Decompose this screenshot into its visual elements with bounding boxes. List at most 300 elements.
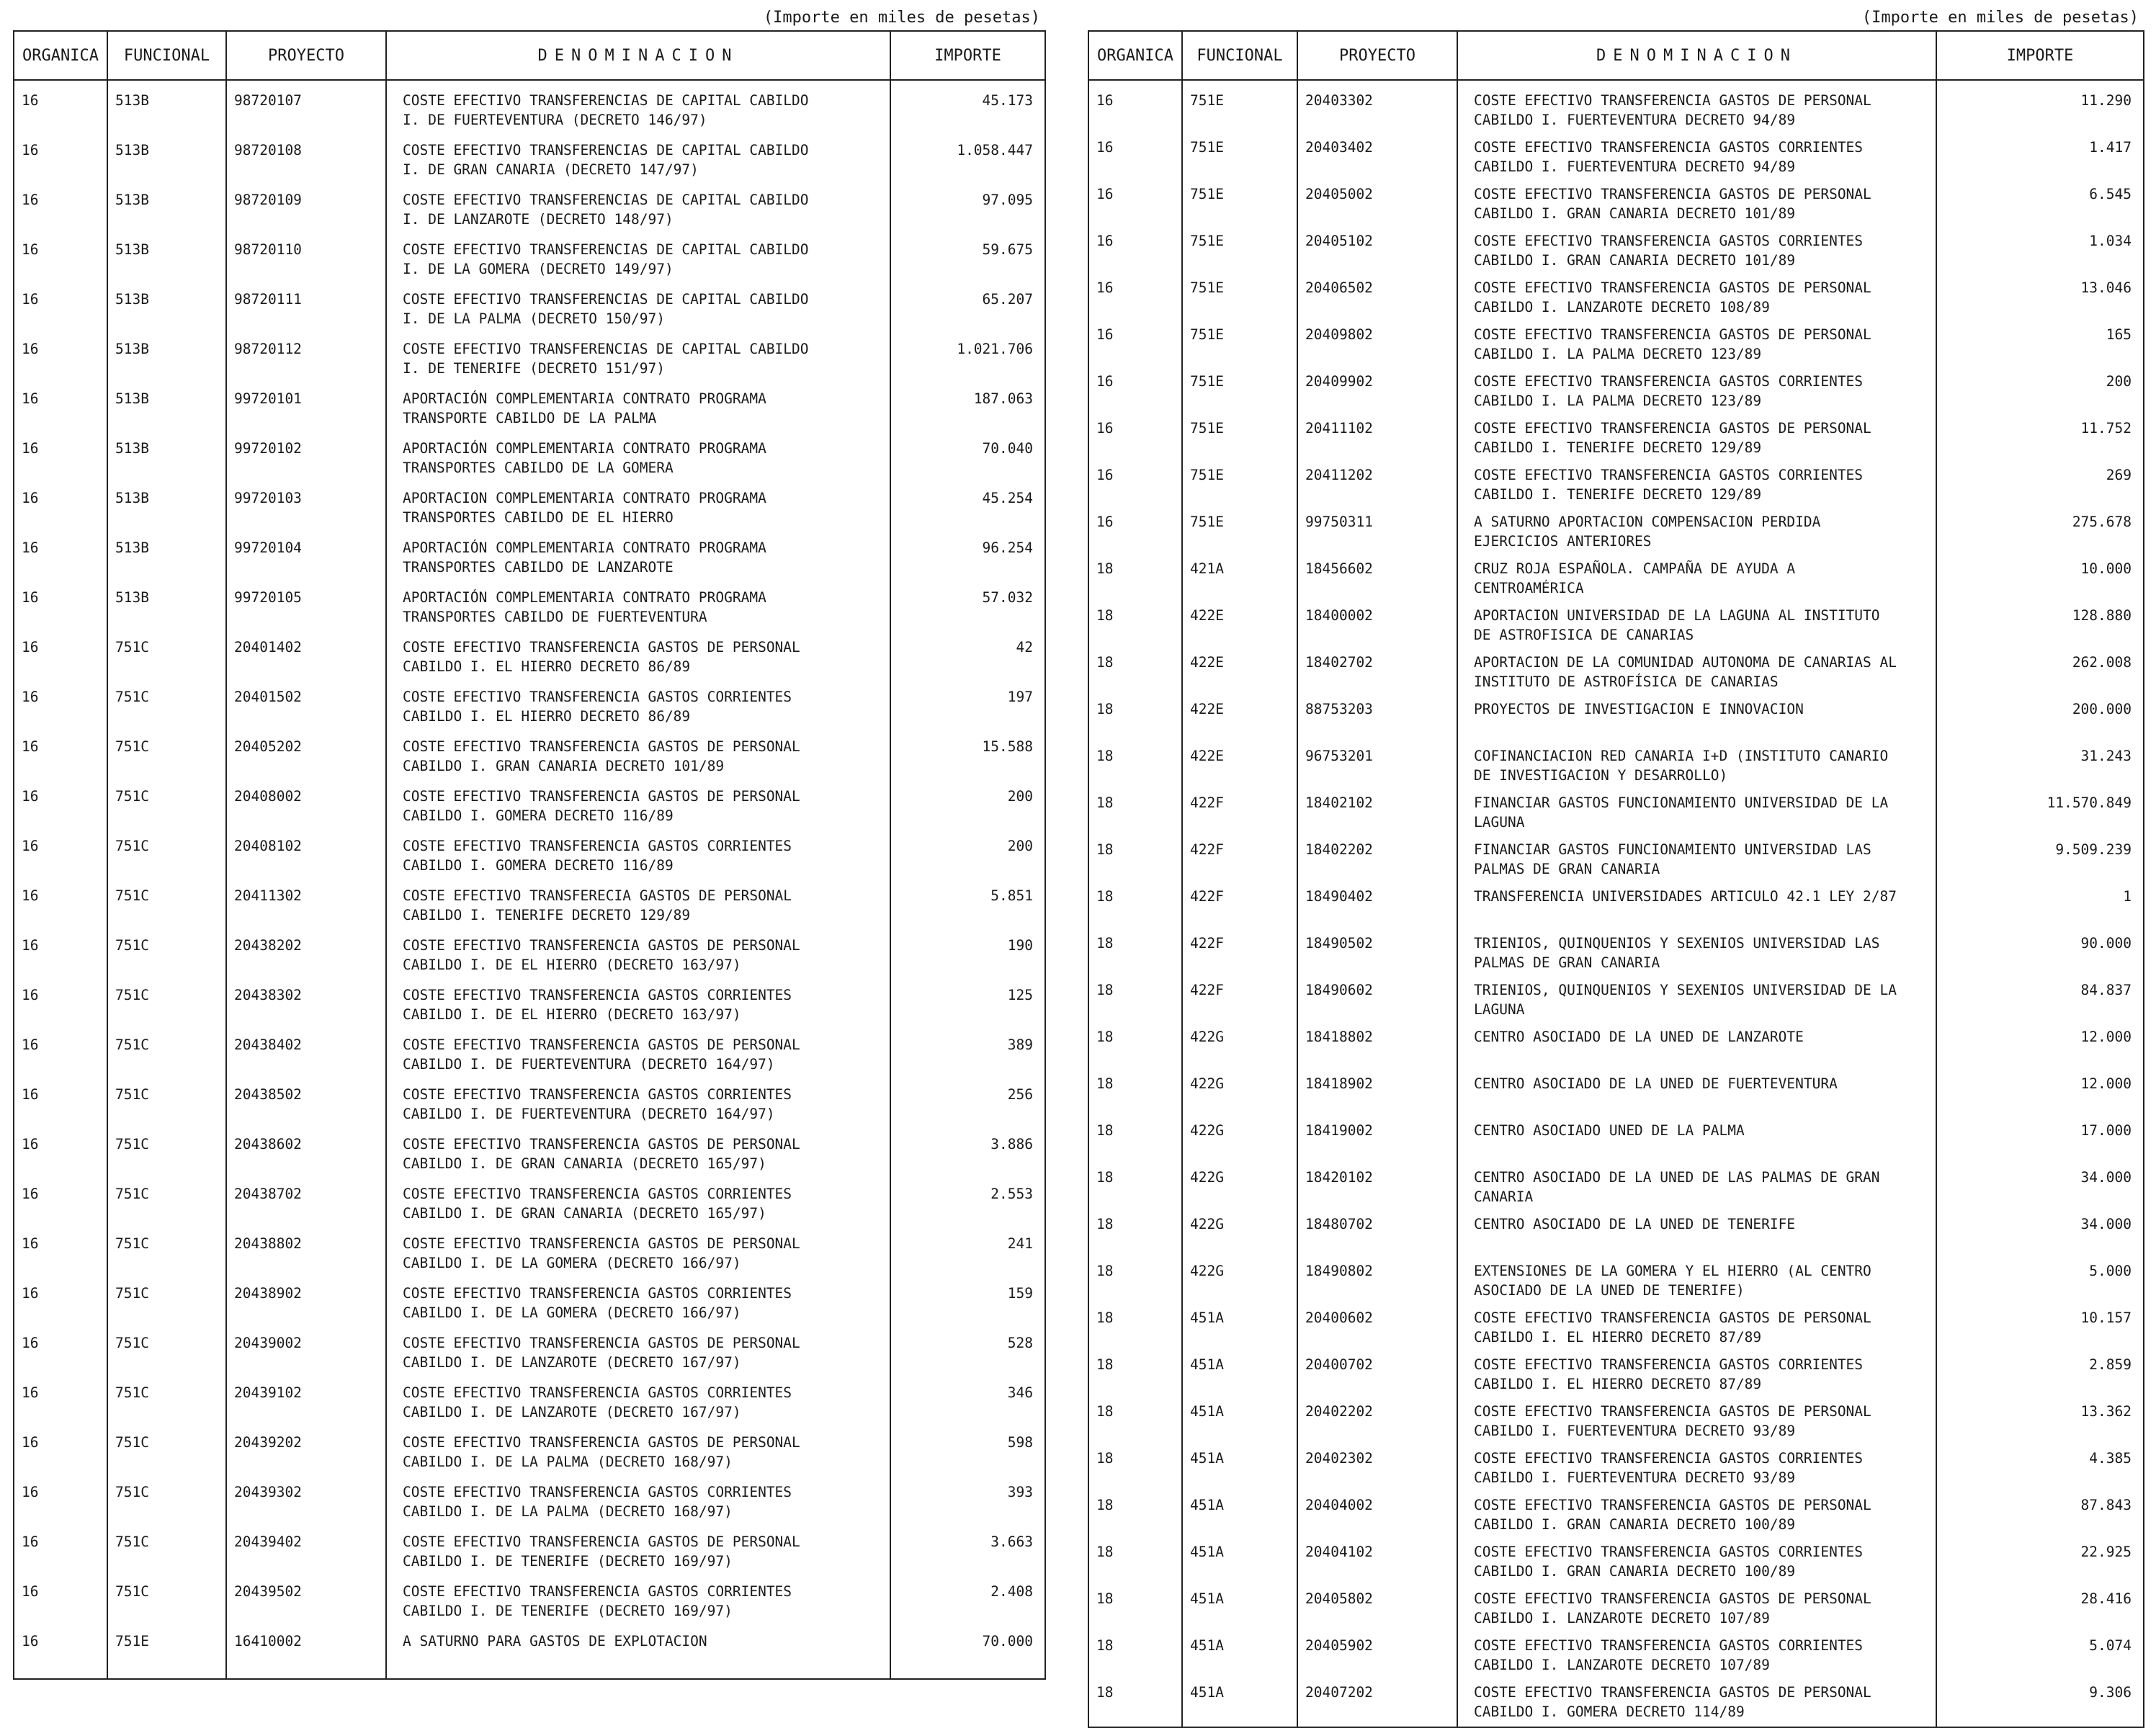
denominacion-line-2: CABILDO I. GOMERA DECRETO 116/89 xyxy=(403,807,674,824)
importe-cell: 5.074 xyxy=(1936,1633,2144,1680)
denominacion-cell xyxy=(386,933,890,982)
importe-cell: 4.385 xyxy=(1936,1446,2144,1492)
denominacion-line-1: FINANCIAR GASTOS FUNCIONAMIENTO UNIVERSIDAD DE LA xyxy=(1474,794,1889,811)
importe-cell: 1.058.447 xyxy=(890,138,1045,187)
importe-cell: 87.843 xyxy=(1936,1492,2144,1539)
funcional-cell: 751E xyxy=(1182,182,1297,228)
importe-cell: 96.254 xyxy=(890,535,1045,585)
funcional-cell: 751C xyxy=(107,635,226,684)
organica-cell: 16 xyxy=(14,80,107,138)
importe-cell: 10.157 xyxy=(1936,1305,2144,1352)
table-row xyxy=(14,1082,1045,1132)
organica-cell: 18 xyxy=(1088,556,1182,603)
table-row xyxy=(14,1181,1045,1231)
amount-units-caption: (Importe en miles de pesetas) xyxy=(763,9,1040,27)
header-row xyxy=(1088,31,2144,80)
denominacion-cell xyxy=(1457,1680,1936,1727)
organica-cell: 16 xyxy=(14,833,107,883)
organica-cell: 18 xyxy=(1088,1212,1182,1258)
importe-cell: 2.859 xyxy=(1936,1352,2144,1399)
denominacion-cell xyxy=(1457,1165,1936,1212)
importe-cell: 200.000 xyxy=(1936,697,2144,743)
proyecto-cell: 18419002 xyxy=(1297,1118,1457,1165)
importe-cell: 70.040 xyxy=(890,436,1045,485)
organica-cell: 18 xyxy=(1088,1633,1182,1680)
denominacion-line-2: CABILDO I. EL HIERRO DECRETO 86/89 xyxy=(403,708,691,725)
organica-cell: 18 xyxy=(1088,1680,1182,1727)
importe-cell: 57.032 xyxy=(890,585,1045,635)
funcional-cell: 751E xyxy=(1182,80,1297,135)
organica-cell: 16 xyxy=(14,1529,107,1579)
denominacion-cell xyxy=(386,635,890,684)
table-row xyxy=(14,784,1045,833)
denominacion-line-1: COSTE EFECTIVO TRANSFERENCIAS DE CAPITAL CABILDO xyxy=(403,341,809,357)
importe-cell: 15.588 xyxy=(890,734,1045,784)
table-row xyxy=(1088,697,2144,743)
denominacion-cell xyxy=(1457,135,1936,182)
organica-cell: 16 xyxy=(14,336,107,386)
denominacion-line-1: COSTE EFECTIVO TRANSFERENCIA GASTOS CORRIENTES xyxy=(403,987,792,1003)
denominacion-line-2: CANARIA xyxy=(1474,1188,1534,1205)
denominacion-line-2: CABILDO I. DE LA PALMA (DECRETO 168/97) xyxy=(403,1454,733,1470)
funcional-cell: 751E xyxy=(1182,416,1297,462)
funcional-cell: 751C xyxy=(107,833,226,883)
denominacion-line-1: COSTE EFECTIVO TRANSFERENCIA GASTOS DE PERSONAL xyxy=(1474,326,1871,343)
denominacion-line-2: CABILDO I. DE FUERTEVENTURA (DECRETO 164/97) xyxy=(403,1106,775,1122)
funcional-cell: 422E xyxy=(1182,603,1297,650)
denominacion-cell xyxy=(386,1380,890,1430)
denominacion-line-2: DE INVESTIGACION Y DESARROLLO) xyxy=(1474,767,1728,784)
denominacion-cell xyxy=(1457,1024,1936,1071)
denominacion-line-1: COSTE EFECTIVO TRANSFERENCIA GASTOS CORRIENTES xyxy=(403,1384,792,1401)
table-row xyxy=(1088,1165,2144,1212)
denominacion-line-2: CABILDO I. DE TENERIFE (DECRETO 169/97) xyxy=(403,1603,733,1619)
denominacion-line-2: CABILDO I. DE TENERIFE (DECRETO 169/97) xyxy=(403,1553,733,1570)
organica-cell: 16 xyxy=(14,784,107,833)
organica-cell: 16 xyxy=(14,1430,107,1479)
denominacion-line-1: COSTE EFECTIVO TRANSFERENCIA GASTOS CORRIENTES xyxy=(403,1086,792,1103)
denominacion-cell xyxy=(1457,837,1936,884)
funcional-cell: 751C xyxy=(107,1380,226,1430)
proyecto-cell: 88753203 xyxy=(1297,697,1457,743)
denominacion-line-2: ASOCIADO DE LA UNED DE TENERIFE) xyxy=(1474,1282,1745,1299)
importe-cell: 528 xyxy=(890,1330,1045,1380)
denominacion-line-1: APORTACIÓN COMPLEMENTARIA CONTRATO PROGRAMA xyxy=(403,390,766,407)
funcional-cell: 422E xyxy=(1182,743,1297,790)
table-row xyxy=(14,1281,1045,1330)
col-denominacion-header: DENOMINACION xyxy=(386,31,890,80)
funcional-cell: 451A xyxy=(1182,1305,1297,1352)
organica-cell: 18 xyxy=(1088,1539,1182,1586)
organica-cell: 16 xyxy=(1088,135,1182,182)
funcional-cell: 751C xyxy=(107,982,226,1032)
importe-cell: 1.021.706 xyxy=(890,336,1045,386)
denominacion-cell xyxy=(386,336,890,386)
denominacion-line-1: CENTRO ASOCIADO DE LA UNED DE LANZAROTE xyxy=(1474,1029,1804,1045)
proyecto-cell: 99720105 xyxy=(226,585,386,635)
funcional-cell: 751E xyxy=(1182,228,1297,275)
proyecto-cell: 99720101 xyxy=(226,386,386,436)
proyecto-cell: 98720107 xyxy=(226,80,386,138)
table-row xyxy=(14,1132,1045,1181)
table-row xyxy=(14,1479,1045,1529)
proyecto-cell: 20403302 xyxy=(1297,80,1457,135)
funcional-cell: 422F xyxy=(1182,884,1297,931)
denominacion-line-1: APORTACIÓN COMPLEMENTARIA CONTRATO PROGRAMA xyxy=(403,589,766,606)
denominacion-cell xyxy=(1457,369,1936,416)
importe-cell: 42 xyxy=(890,635,1045,684)
denominacion-line-2: LAGUNA xyxy=(1474,1001,1525,1018)
funcional-cell: 513B xyxy=(107,187,226,237)
organica-cell: 16 xyxy=(14,1231,107,1281)
denominacion-line-2: I. DE LA PALMA (DECRETO 150/97) xyxy=(403,310,665,327)
proyecto-cell: 20401402 xyxy=(226,635,386,684)
denominacion-line-2: CABILDO I. LANZAROTE DECRETO 107/89 xyxy=(1474,1610,1770,1626)
denominacion-cell xyxy=(1457,1071,1936,1118)
funcional-cell: 751E xyxy=(1182,509,1297,556)
table-row xyxy=(1088,603,2144,650)
denominacion-cell xyxy=(1457,1633,1936,1680)
denominacion-line-1: A SATURNO APORTACION COMPENSACION PERDIDA xyxy=(1474,514,1821,530)
col-funcional-header: FUNCIONAL xyxy=(107,31,226,80)
organica-cell: 16 xyxy=(14,237,107,287)
denominacion-line-2: CABILDO I. LANZAROTE DECRETO 108/89 xyxy=(1474,299,1770,315)
organica-cell: 16 xyxy=(14,436,107,485)
importe-cell: 12.000 xyxy=(1936,1024,2144,1071)
proyecto-cell: 20438802 xyxy=(226,1231,386,1281)
col-funcional-header: FUNCIONAL xyxy=(1182,31,1297,80)
table-row xyxy=(1088,931,2144,977)
denominacion-cell xyxy=(1457,1492,1936,1539)
table-row xyxy=(14,187,1045,237)
table-row xyxy=(14,1330,1045,1380)
importe-cell: 10.000 xyxy=(1936,556,2144,603)
denominacion-line-2: TRANSPORTES CABILDO DE LA GOMERA xyxy=(403,460,674,476)
organica-cell: 18 xyxy=(1088,837,1182,884)
denominacion-line-2: CABILDO I. GRAN CANARIA DECRETO 101/89 xyxy=(1474,205,1796,222)
denominacion-cell xyxy=(386,535,890,585)
denominacion-line-2: PALMAS DE GRAN CANARIA xyxy=(1474,954,1660,971)
funcional-cell: 451A xyxy=(1182,1539,1297,1586)
denominacion-line-1: PROYECTOS DE INVESTIGACION E INNOVACION xyxy=(1474,701,1804,717)
denominacion-line-1: COSTE EFECTIVO TRANSFERENCIA GASTOS DE PERSONAL xyxy=(403,639,800,655)
proyecto-cell: 20438902 xyxy=(226,1281,386,1330)
denominacion-cell xyxy=(386,237,890,287)
proyecto-cell: 20438602 xyxy=(226,1132,386,1181)
proyecto-cell: 20400702 xyxy=(1297,1352,1457,1399)
importe-cell: 84.837 xyxy=(1936,977,2144,1024)
table-row xyxy=(1088,416,2144,462)
denominacion-cell xyxy=(1457,80,1936,135)
col-importe-header: IMPORTE xyxy=(1936,31,2144,80)
importe-cell: 9.509.239 xyxy=(1936,837,2144,884)
table-row xyxy=(1088,1446,2144,1492)
budget-table-right xyxy=(1088,30,2144,1728)
proyecto-cell: 18456602 xyxy=(1297,556,1457,603)
col-importe-header: IMPORTE xyxy=(890,31,1045,80)
funcional-cell: 451A xyxy=(1182,1446,1297,1492)
proyecto-cell: 98720111 xyxy=(226,287,386,336)
denominacion-line-1: TRIENIOS, QUINQUENIOS Y SEXENIOS UNIVERSIDAD LAS xyxy=(1474,935,1880,952)
funcional-cell: 751C xyxy=(107,1430,226,1479)
importe-cell: 65.207 xyxy=(890,287,1045,336)
denominacion-line-1: COSTE EFECTIVO TRANSFERECIA GASTOS DE PERSONAL xyxy=(403,887,792,904)
denominacion-line-1: COSTE EFECTIVO TRANSFERENCIA GASTOS DE PERSONAL xyxy=(403,738,800,755)
proyecto-cell: 99750311 xyxy=(1297,509,1457,556)
organica-cell: 16 xyxy=(1088,228,1182,275)
denominacion-cell xyxy=(1457,1586,1936,1633)
funcional-cell: 513B xyxy=(107,386,226,436)
organica-cell: 16 xyxy=(14,734,107,784)
funcional-cell: 751C xyxy=(107,1231,226,1281)
funcional-cell: 513B xyxy=(107,138,226,187)
table-row xyxy=(14,1380,1045,1430)
denominacion-line-2: CABILDO I. EL HIERRO DECRETO 87/89 xyxy=(1474,1329,1762,1346)
denominacion-line-1: COSTE EFECTIVO TRANSFERENCIA GASTOS DE PERSONAL xyxy=(1474,1310,1871,1326)
denominacion-line-1: COSTE EFECTIVO TRANSFERENCIA GASTOS CORRIENTES xyxy=(1474,139,1864,156)
proyecto-cell: 18490802 xyxy=(1297,1258,1457,1305)
importe-cell: 13.362 xyxy=(1936,1399,2144,1446)
denominacion-line-2: TRANSPORTES CABILDO DE LANZAROTE xyxy=(403,559,674,576)
denominacion-line-2: TRANSPORTES CABILDO DE EL HIERRO xyxy=(403,509,674,526)
proyecto-cell: 20439102 xyxy=(226,1380,386,1430)
importe-cell: 3.886 xyxy=(890,1132,1045,1181)
denominacion-line-2: LAGUNA xyxy=(1474,814,1525,831)
denominacion-line-1: APORTACIÓN COMPLEMENTARIA CONTRATO PROGRAMA xyxy=(403,540,766,556)
col-proyecto-header: PROYECTO xyxy=(1297,31,1457,80)
funcional-cell: 422F xyxy=(1182,931,1297,977)
denominacion-line-1: COSTE EFECTIVO TRANSFERENCIAS DE CAPITAL CABILDO xyxy=(403,92,809,109)
importe-cell: 187.063 xyxy=(890,386,1045,436)
denominacion-cell xyxy=(386,1181,890,1231)
table-row xyxy=(14,237,1045,287)
table-body-left xyxy=(14,80,1045,1679)
table-row xyxy=(14,336,1045,386)
organica-cell: 18 xyxy=(1088,650,1182,697)
organica-cell: 16 xyxy=(14,1479,107,1529)
left-budget-panel xyxy=(13,6,1045,1680)
funcional-cell: 451A xyxy=(1182,1492,1297,1539)
denominacion-line-1: CRUZ ROJA ESPAÑOLA. CAMPAÑA DE AYUDA A xyxy=(1474,560,1796,577)
denominacion-line-1: CENTRO ASOCIADO DE LA UNED DE FUERTEVENTURA xyxy=(1474,1075,1838,1092)
funcional-cell: 751E xyxy=(1182,462,1297,509)
denominacion-line-1: COSTE EFECTIVO TRANSFERENCIA GASTOS CORRIENTES xyxy=(1474,467,1864,483)
denominacion-line-2: CABILDO I. DE LA GOMERA (DECRETO 166/97) xyxy=(403,1304,741,1321)
denominacion-line-1: FINANCIAR GASTOS FUNCIONAMIENTO UNIVERSIDAD LAS xyxy=(1474,841,1871,858)
importe-cell: 3.663 xyxy=(890,1529,1045,1579)
denominacion-cell xyxy=(386,784,890,833)
proyecto-cell: 20402202 xyxy=(1297,1399,1457,1446)
table-row xyxy=(1088,369,2144,416)
denominacion-line-2: CABILDO I. DE FUERTEVENTURA (DECRETO 164/97) xyxy=(403,1056,775,1073)
proyecto-cell: 20403402 xyxy=(1297,135,1457,182)
denominacion-cell xyxy=(1457,1539,1936,1586)
funcional-cell: 422G xyxy=(1182,1024,1297,1071)
denominacion-line-1: COSTE EFECTIVO TRANSFERENCIA GASTOS DE PERSONAL xyxy=(1474,1590,1871,1607)
organica-cell: 18 xyxy=(1088,1586,1182,1633)
funcional-cell: 751C xyxy=(107,1181,226,1231)
denominacion-line-2: INSTITUTO DE ASTROFÍSICA DE CANARIAS xyxy=(1474,673,1779,690)
table-row xyxy=(1088,1118,2144,1165)
proyecto-cell: 20408002 xyxy=(226,784,386,833)
denominacion-cell xyxy=(1457,603,1936,650)
importe-cell: 197 xyxy=(890,684,1045,734)
proyecto-cell: 20404002 xyxy=(1297,1492,1457,1539)
organica-cell: 16 xyxy=(14,1281,107,1330)
table-row xyxy=(1088,1024,2144,1071)
funcional-cell: 422G xyxy=(1182,1165,1297,1212)
funcional-cell: 422G xyxy=(1182,1071,1297,1118)
proyecto-cell: 20405802 xyxy=(1297,1586,1457,1633)
proyecto-cell: 18420102 xyxy=(1297,1165,1457,1212)
table-body-right xyxy=(1088,80,2144,1727)
funcional-cell: 422G xyxy=(1182,1258,1297,1305)
table-row xyxy=(14,833,1045,883)
organica-cell: 18 xyxy=(1088,790,1182,837)
importe-cell: 159 xyxy=(890,1281,1045,1330)
denominacion-line-2: I. DE TENERIFE (DECRETO 151/97) xyxy=(403,360,665,377)
denominacion-line-2: EJERCICIOS ANTERIORES xyxy=(1474,533,1652,550)
denominacion-line-1: COSTE EFECTIVO TRANSFERENCIA GASTOS DE PERSONAL xyxy=(1474,186,1871,202)
denominacion-line-2: CABILDO I. GRAN CANARIA DECRETO 101/89 xyxy=(1474,252,1796,269)
importe-cell: 1.034 xyxy=(1936,228,2144,275)
funcional-cell: 751C xyxy=(107,1330,226,1380)
denominacion-line-1: EXTENSIONES DE LA GOMERA Y EL HIERRO (AL CENTRO xyxy=(1474,1263,1871,1279)
denominacion-line-2: DE ASTROFISICA DE CANARIAS xyxy=(1474,627,1694,643)
denominacion-cell xyxy=(386,287,890,336)
table-row xyxy=(14,386,1045,436)
denominacion-line-1: COSTE EFECTIVO TRANSFERENCIA GASTOS DE PERSONAL xyxy=(1474,1684,1871,1701)
organica-cell: 16 xyxy=(14,386,107,436)
denominacion-line-2: I. DE FUERTEVENTURA (DECRETO 146/97) xyxy=(403,112,707,128)
proyecto-cell: 20439002 xyxy=(226,1330,386,1380)
denominacion-line-1: CENTRO ASOCIADO UNED DE LA PALMA xyxy=(1474,1122,1745,1139)
denominacion-cell xyxy=(1457,1305,1936,1352)
organica-cell: 16 xyxy=(1088,275,1182,322)
denominacion-cell xyxy=(386,883,890,933)
funcional-cell: 751C xyxy=(107,1479,226,1529)
proyecto-cell: 20411202 xyxy=(1297,462,1457,509)
denominacion-line-1: COSTE EFECTIVO TRANSFERENCIA GASTOS CORRIENTES xyxy=(403,1186,792,1202)
importe-cell: 200 xyxy=(890,784,1045,833)
importe-cell: 393 xyxy=(890,1479,1045,1529)
table-row xyxy=(1088,1633,2144,1680)
organica-cell: 18 xyxy=(1088,931,1182,977)
organica-cell: 16 xyxy=(1088,462,1182,509)
denominacion-line-2: CABILDO I. GRAN CANARIA DECRETO 100/89 xyxy=(1474,1516,1796,1533)
proyecto-cell: 96753201 xyxy=(1297,743,1457,790)
funcional-cell: 451A xyxy=(1182,1633,1297,1680)
table-row xyxy=(1088,650,2144,697)
funcional-cell: 513B xyxy=(107,287,226,336)
funcional-cell: 751C xyxy=(107,734,226,784)
denominacion-line-2: CABILDO I. DE GRAN CANARIA (DECRETO 165/97) xyxy=(403,1155,766,1172)
header-row xyxy=(14,31,1045,80)
proyecto-cell: 98720112 xyxy=(226,336,386,386)
table-row xyxy=(14,535,1045,585)
denominacion-line-1: CENTRO ASOCIADO DE LA UNED DE LAS PALMAS DE GRAN xyxy=(1474,1169,1880,1186)
col-organica-header: ORGANICA xyxy=(14,31,107,80)
proyecto-cell: 20401502 xyxy=(226,684,386,734)
proyecto-cell: 20409802 xyxy=(1297,322,1457,369)
funcional-cell: 451A xyxy=(1182,1680,1297,1727)
importe-cell: 256 xyxy=(890,1082,1045,1132)
denominacion-cell xyxy=(1457,275,1936,322)
denominacion-line-2: CABILDO I. TENERIFE DECRETO 129/89 xyxy=(403,907,691,923)
denominacion-line-1: TRANSFERENCIA UNIVERSIDADES ARTICULO 42.1 LEY 2/87 xyxy=(1474,888,1897,905)
denominacion-line-1: APORTACION COMPLEMENTARIA CONTRATO PROGRAMA xyxy=(403,490,766,506)
table-row xyxy=(1088,790,2144,837)
proyecto-cell: 18480702 xyxy=(1297,1212,1457,1258)
denominacion-line-1: A SATURNO PARA GASTOS DE EXPLOTACION xyxy=(403,1633,707,1649)
importe-cell: 31.243 xyxy=(1936,743,2144,790)
importe-cell: 598 xyxy=(890,1430,1045,1479)
importe-cell: 125 xyxy=(890,982,1045,1032)
denominacion-line-2: CABILDO I. GRAN CANARIA DECRETO 100/89 xyxy=(1474,1563,1796,1580)
denominacion-cell xyxy=(386,982,890,1032)
denominacion-cell xyxy=(1457,697,1936,743)
organica-cell: 18 xyxy=(1088,1305,1182,1352)
funcional-cell: 751E xyxy=(1182,322,1297,369)
proyecto-cell: 20439202 xyxy=(226,1430,386,1479)
denominacion-line-2: CABILDO I. EL HIERRO DECRETO 87/89 xyxy=(1474,1376,1762,1392)
denominacion-line-1: COSTE EFECTIVO TRANSFERENCIA GASTOS DE PERSONAL xyxy=(403,788,800,805)
importe-cell: 5.000 xyxy=(1936,1258,2144,1305)
table-row xyxy=(1088,1352,2144,1399)
table-row xyxy=(14,80,1045,138)
denominacion-cell xyxy=(386,1629,890,1679)
funcional-cell: 751E xyxy=(1182,275,1297,322)
table-row xyxy=(14,1430,1045,1479)
funcional-cell: 422G xyxy=(1182,1118,1297,1165)
proyecto-cell: 20406502 xyxy=(1297,275,1457,322)
table-row xyxy=(1088,1212,2144,1258)
denominacion-line-2: CABILDO I. FUERTEVENTURA DECRETO 94/89 xyxy=(1474,112,1796,128)
table-row xyxy=(14,1629,1045,1679)
organica-cell: 16 xyxy=(14,883,107,933)
table-row xyxy=(14,585,1045,635)
importe-cell: 128.880 xyxy=(1936,603,2144,650)
denominacion-line-1: COSTE EFECTIVO TRANSFERENCIA GASTOS DE PERSONAL xyxy=(1474,279,1871,296)
table-row xyxy=(1088,837,2144,884)
funcional-cell: 751C xyxy=(107,1529,226,1579)
table-row xyxy=(14,1231,1045,1281)
proyecto-cell: 20404102 xyxy=(1297,1539,1457,1586)
importe-cell: 389 xyxy=(890,1032,1045,1082)
table-row xyxy=(14,1032,1045,1082)
budget-table-left xyxy=(13,30,1046,1680)
denominacion-line-1: COSTE EFECTIVO TRANSFERENCIA GASTOS CORRIENTES xyxy=(403,1583,792,1600)
organica-cell: 16 xyxy=(14,187,107,237)
organica-cell: 16 xyxy=(14,1082,107,1132)
funcional-cell: 751C xyxy=(107,1082,226,1132)
importe-cell: 275.678 xyxy=(1936,509,2144,556)
organica-cell: 18 xyxy=(1088,1399,1182,1446)
funcional-cell: 513B xyxy=(107,436,226,485)
denominacion-line-2: CABILDO I. DE EL HIERRO (DECRETO 163/97) xyxy=(403,1006,741,1023)
denominacion-cell xyxy=(1457,228,1936,275)
importe-cell: 11.290 xyxy=(1936,80,2144,135)
denominacion-line-1: COSTE EFECTIVO TRANSFERENCIAS DE CAPITAL CABILDO xyxy=(403,192,809,208)
denominacion-line-1: COSTE EFECTIVO TRANSFERENCIA GASTOS DE PERSONAL xyxy=(403,937,800,954)
table-row xyxy=(1088,884,2144,931)
denominacion-line-1: COSTE EFECTIVO TRANSFERENCIA GASTOS CORRIENTES xyxy=(403,1285,792,1302)
table-row xyxy=(1088,182,2144,228)
denominacion-cell xyxy=(386,1529,890,1579)
proyecto-cell: 20438202 xyxy=(226,933,386,982)
organica-cell: 18 xyxy=(1088,743,1182,790)
proyecto-cell: 18418902 xyxy=(1297,1071,1457,1118)
